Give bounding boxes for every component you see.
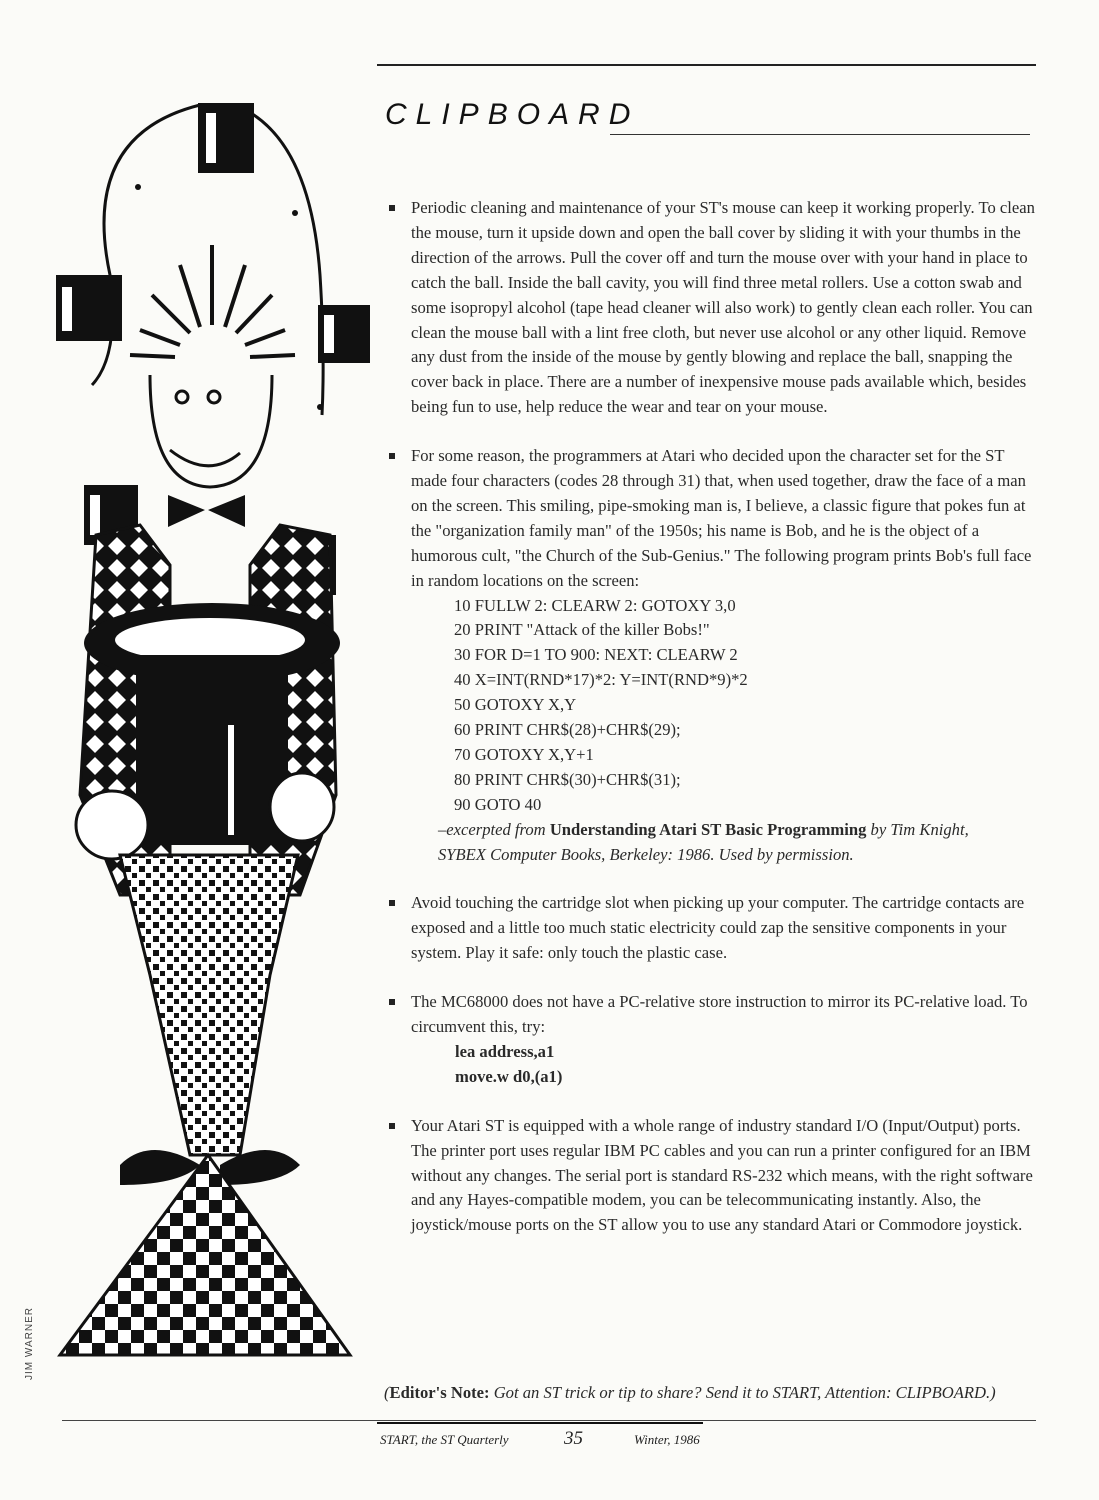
bullet-icon	[389, 205, 395, 211]
tip-text: For some reason, the programmers at Atari who decided upon the character set for the ST made four characters (codes 28 through 31) that, when used together, draw the face of a man on the screen. This smiling, pipe-smoking man is, I believe, a classic figure that pokes fun at the "organization family man" of the 1950s; his name is Bob, and he is the object of a humorous cult, "the Church of the Sub-Genius." The following program prints Bob's full face in random locations on the screen:	[411, 446, 1032, 590]
cite-book: Understanding Atari ST Basic Programming	[549, 819, 867, 839]
code-line: 50 GOTOXY X,Y	[454, 695, 577, 715]
asm-line: lea address,a1	[455, 1041, 555, 1061]
tips-column	[386, 196, 1036, 1262]
page-number: 35	[564, 1428, 583, 1449]
code-line: 30 FOR D=1 TO 900: NEXT: CLEARW 2	[454, 645, 738, 665]
note-label: Editor's Note:	[389, 1383, 490, 1402]
tip-text: Avoid touching the cartridge slot when picking up your computer. The cartridge contacts are exposed and a little too much static electricity could zap the sensitive components in your system. Play it safe: only touch the plastic case.	[411, 893, 1025, 963]
bullet-icon	[389, 1123, 395, 1129]
tip-text: Periodic cleaning and maintenance of your ST's mouse can keep it working properly. To clean the mouse, turn it upside down and open the ball cover by sliding it with your thumbs in the direction of the arrows. Pull the cover off and turn the mouse over with your hand in place to catch the ball. Inside the ball cavity, you will find three metal rollers. Use a cotton swab and some isopropyl alcohol (tape head cleaner will also work) to gently clean each roller. You can clean the mouse ball with a lint free cloth, but never use alcohol or any other liquid. Remove any dust from the inside of the mouse by gently blowing and replace the ball, snapping the cover back in place. There are a number of inexpensive mouse pads available which, besides being fun to use, help reduce the wear and tear on your mouse.	[411, 198, 1035, 417]
bullet-icon	[389, 900, 395, 906]
code-line: 70 GOTOXY X,Y+1	[454, 744, 594, 764]
tip-text: Your Atari ST is equipped with a whole range of industry standard I/O (Input/Output) ports. The printer port uses regular IBM PC cables and you can run a printer configured for an IBM without any changes. The serial port is standard RS-232 which means, with the right software and any Hayes-compatible modem, you can be telecommunicating instantly. Also, the joystick/mouse ports on the ST allow you to use any standard Atari or Commodore joystick.	[411, 1115, 1033, 1235]
basic-code-listing	[411, 594, 1036, 818]
tip-mouse-cleaning	[386, 196, 1036, 420]
editors-note	[384, 1383, 996, 1403]
footer-publication: START, the ST Quarterly	[380, 1432, 509, 1447]
code-line: 90 GOTO 40	[454, 794, 542, 814]
footer-issue: Winter, 1986	[634, 1432, 700, 1447]
note-text: Got an ST trick or tip to share? Send it to START, Attention: CLIPBOARD.)	[489, 1383, 996, 1402]
citation	[411, 818, 1036, 868]
code-line: 60 PRINT CHR$(28)+CHR$(29);	[454, 720, 681, 740]
footer-rule-bold	[377, 1422, 703, 1424]
bullet-icon	[389, 999, 395, 1005]
cite-prefix: –excerpted from	[438, 819, 550, 839]
assembly-listing	[411, 1040, 1036, 1090]
page-title: CLIPBOARD	[385, 98, 640, 131]
code-line: 10 FULLW 2: CLEARW 2: GOTOXY 3,0	[454, 595, 736, 615]
tip-cartridge	[386, 891, 1036, 966]
title-rule	[610, 134, 1030, 135]
tip-text: The MC68000 does not have a PC-relative store instruction to mirror its PC-relative load. To circumvent this, try:	[411, 992, 1028, 1037]
tip-bob-program	[386, 444, 1036, 867]
code-line: 80 PRINT CHR$(30)+CHR$(31);	[454, 769, 681, 789]
cite-publisher: SYBEX Computer Books, Berkeley: 1986. Used by permission.	[438, 844, 854, 864]
code-line: 20 PRINT "Attack of the killer Bobs!"	[454, 620, 710, 640]
cite-author: by Tim Knight,	[866, 819, 969, 839]
artist-credit: JIM WARNER	[24, 1307, 35, 1380]
tip-io-ports	[386, 1114, 1036, 1239]
note-open: (	[384, 1383, 390, 1402]
jester-illustration	[40, 95, 370, 1380]
footer-rule	[62, 1420, 1036, 1421]
bullet-icon	[389, 453, 395, 459]
asm-line: move.w d0,(a1)	[455, 1066, 563, 1086]
code-line: 40 X=INT(RND*17)*2: Y=INT(RND*9)*2	[454, 670, 748, 690]
top-rule	[377, 64, 1036, 66]
tip-mc68000	[386, 990, 1036, 1090]
